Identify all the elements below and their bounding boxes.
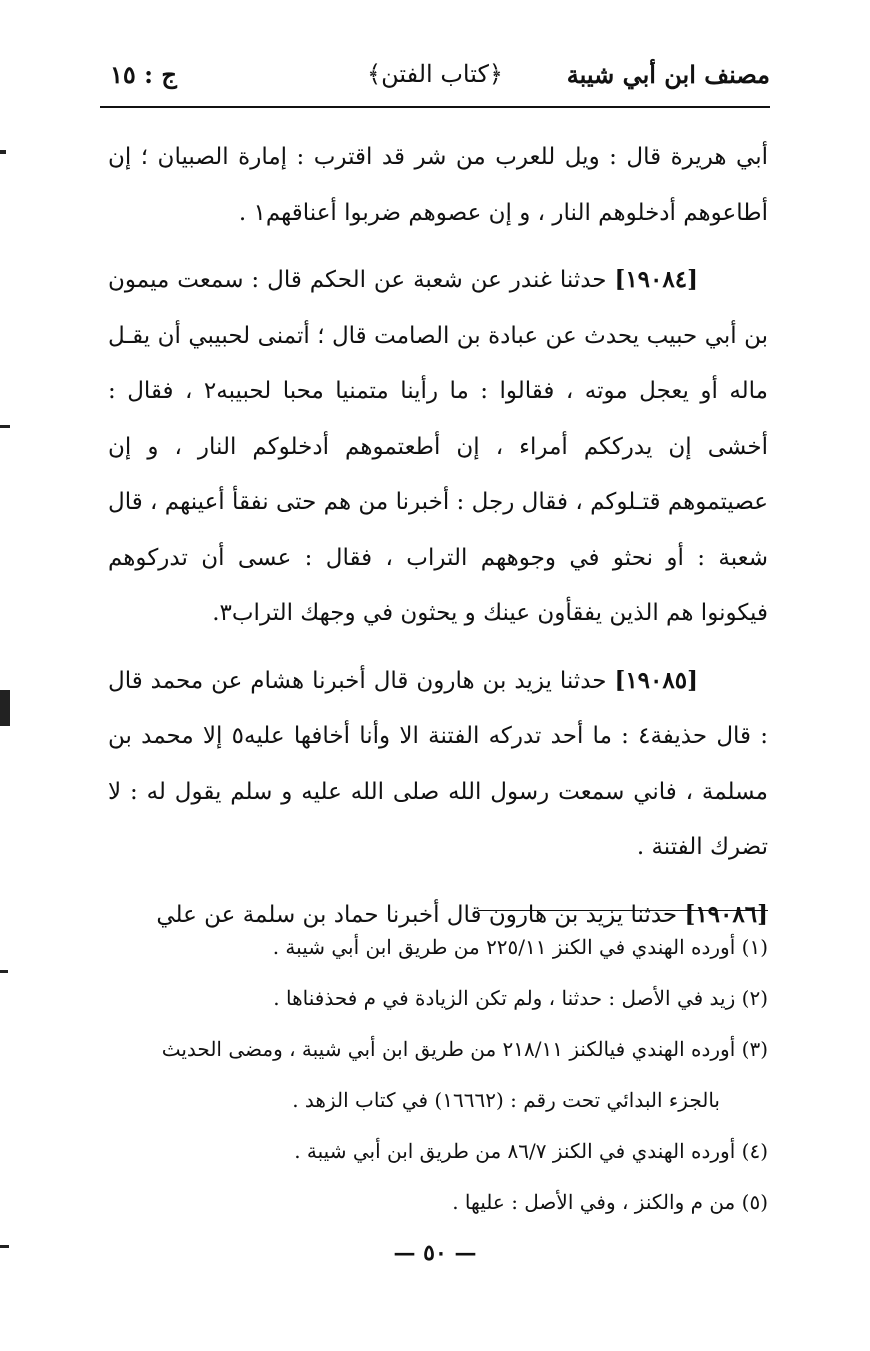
footnotes (108, 922, 768, 1228)
scan-edge-mark (0, 150, 6, 154)
paragraph-text: حدثنا يزيد بن هارون قال أخبرنا هشام عن محمد قال : قال حذيفة٤ : ما أحد تدركه الفتنة الا وأنا أخافها عليه٥ إلا محمد بن مسلمة ، فاني سمعت رسول الله صلى الله عليه و سلم يقول له : لا تضرك الفتنة . (108, 667, 768, 860)
scan-edge-mark (0, 425, 10, 428)
volume-number: ج : ١٥ (110, 60, 177, 89)
header-rule (100, 106, 770, 108)
hadith-number: [١٩٠٨٤] (614, 266, 698, 293)
footnote-mark: (٤) (741, 1139, 768, 1163)
running-head (100, 56, 770, 102)
paragraph-text: حدثنا يزيد بن هارون قال أخبرنا حماد بن سلمة عن علي (156, 901, 685, 928)
footnote-text: زيد في الأصل : حدثنا ، ولم تكن الزيادة في م فحذفناها . (273, 986, 742, 1010)
footnote-text: من م والكنز ، وفي الأصل : عليها . (452, 1190, 742, 1214)
footnote-text: أورده الهندي فيالكنز ٢١٨/١١ من طريق ابن أبي شيبة ، ومضى الحديث (161, 1037, 742, 1061)
footnote-4 (108, 1126, 768, 1177)
hadith-number: [١٩٠٨٥] (614, 666, 698, 694)
hadith-number: [١٩٠٨٦] (684, 900, 768, 928)
footnote-1 (108, 922, 768, 973)
page-number: — ٥٠ — (393, 1240, 477, 1266)
scan-edge-mark (0, 690, 10, 726)
main-text (108, 130, 768, 954)
footnote-mark: (٣) (741, 1037, 768, 1061)
footnote-text: أورده الهندي في الكنز ٢٢٥/١١ من طريق ابن أبي شيبة . (272, 935, 742, 959)
paragraph-text: أبي هريرة قال : ويل للعرب من شر قد اقترب : إمارة الصبيان ؛ إن أطاعوهم أدخلوهم النار ، و إن عصوهم ضربوا أعناقهم١ . (108, 144, 768, 226)
footnote-rule (478, 910, 768, 911)
chapter-title: ﴿كتاب الفتن﴾ (367, 60, 503, 88)
hadith-19085 (108, 653, 768, 876)
book-title: مصنف ابن أبي شيبة (566, 60, 770, 89)
footnote-mark: (٥) (741, 1190, 768, 1214)
footnote-5 (108, 1177, 768, 1228)
footnote-2 (108, 973, 768, 1024)
scan-edge-mark (0, 1245, 9, 1248)
paragraph-continuation (108, 130, 768, 241)
footnote-mark: (٢) (741, 986, 768, 1010)
footnote-3-continuation: بالجزء البدائي تحت رقم : (١٦٦٦٢) في كتاب الزهد . (292, 1088, 720, 1112)
scan-edge-mark (0, 970, 8, 973)
footnote-text: أورده الهندي في الكنز ٨٦/٧ من طريق ابن أبي شيبة . (294, 1139, 742, 1163)
footnote-3 (108, 1024, 768, 1075)
hadith-19084 (108, 252, 768, 642)
footnote-mark: (١) (741, 935, 768, 959)
paragraph-text: حدثنا غندر عن شعبة عن الحكم قال : سمعت ميمون بن أبي حبيب يحدث عن عبادة بن الصامت قال ؛ أتمنى لحبيبي أن يقـل ماله أو يعجل موته ، فقالوا : ما رأينا متمنيا محبا لحبيبه٢ ، فقال : أخشى إن يدرككم أمراء ، إن أطعتموهم أدخلوكم النار ، و إن عصيتموهم قتـلوكم ، فقال رجل : أخبرنا من هم حتى نفقأ أعينهم ، قال شعبة : أو نحثو في وجوههم التراب ، فقال : عسى أن تدركوهم فيكونوا هم الذين يفقأون عينك و يحثون في وجهك التراب٣. (108, 267, 768, 626)
